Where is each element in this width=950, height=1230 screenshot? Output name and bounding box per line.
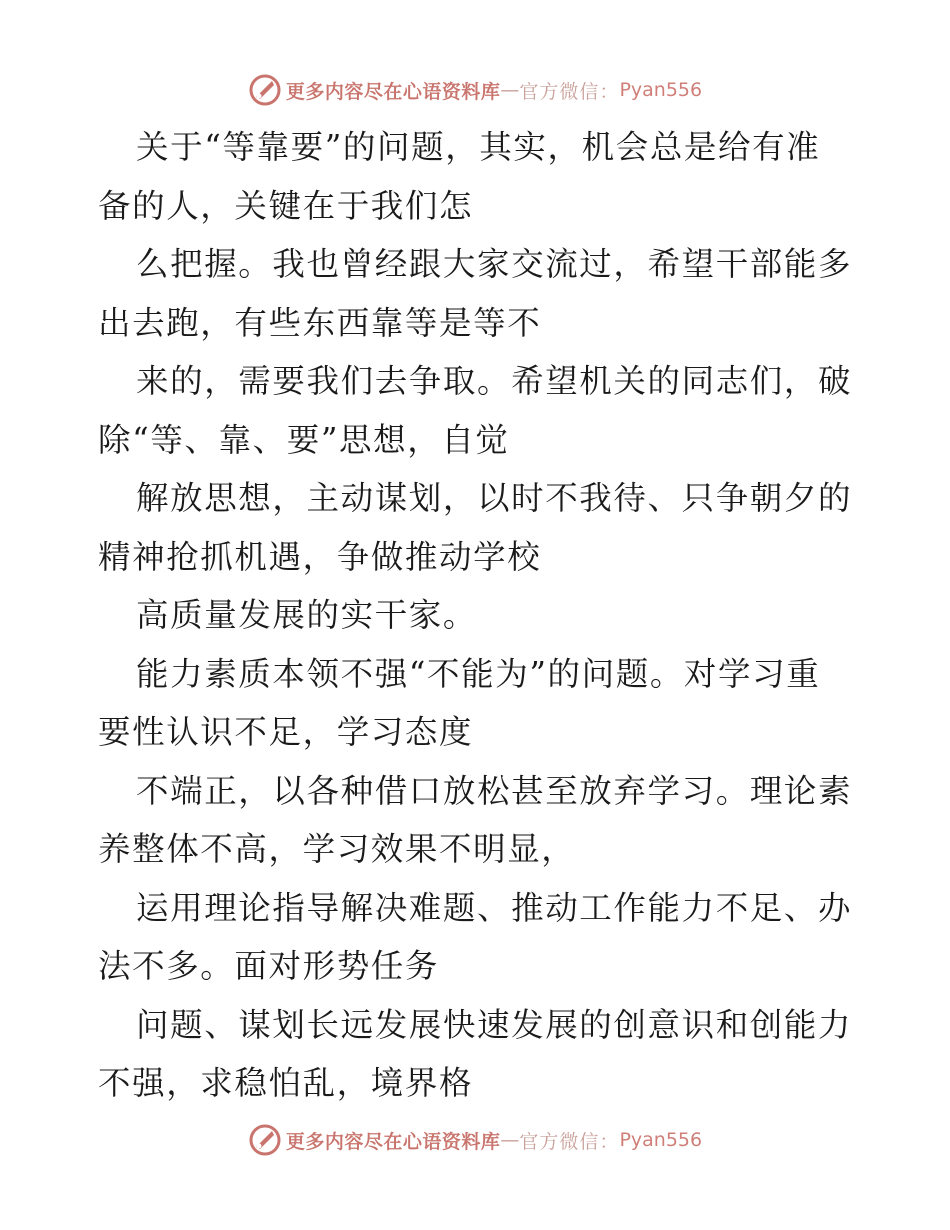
paragraph-line: 要性认识不足，学习态度: [98, 713, 474, 751]
watermark-wechat-id: Pyan556: [619, 79, 703, 101]
paragraph-line: 备的人，关键在于我们怎: [98, 186, 474, 225]
paragraph-line: 解放思想，主动谋划，以时不我待、只争朝夕的: [136, 479, 853, 517]
watermark-wechat-id: Pyan556: [619, 1129, 703, 1151]
paragraph-line: 法不多。面对形势任务: [98, 947, 440, 985]
paragraph-line: 出去跑，有些东西靠等是等不: [98, 303, 542, 342]
paragraph-line: 能力素质本领不强“不能为”的问题。对学习重: [136, 654, 821, 693]
paragraph: [98, 118, 858, 235]
watermark-main-text: 更多内容尽在心语资料库: [285, 1130, 501, 1153]
paragraph: [98, 469, 858, 586]
watermark-dash: —: [500, 79, 520, 101]
watermark-sub-text: 官方微信：: [519, 1130, 620, 1153]
document-body: [98, 118, 858, 1113]
quill-logo-icon: [248, 1123, 282, 1157]
paragraph: [98, 352, 858, 469]
quill-logo-icon: [248, 73, 282, 107]
footer-watermark: [0, 1122, 950, 1158]
paragraph-line: 高质量发展的实干家。: [136, 596, 478, 634]
header-watermark: [0, 72, 950, 108]
paragraph-line: 精神抢抓机遇，争做推动学校: [98, 537, 542, 576]
paragraph: [98, 996, 858, 1113]
paragraph: [98, 235, 858, 352]
paragraph-line: 么把握。我也曾经跟大家交流过，希望干部能多: [136, 245, 853, 283]
paragraph: [98, 645, 858, 762]
paragraph: [98, 879, 858, 996]
paragraph: [98, 586, 858, 645]
paragraph: [98, 762, 858, 879]
paragraph-line: 问题、谋划长远发展快速发展的创意识和创能力: [136, 1005, 853, 1044]
watermark-main-text: 更多内容尽在心语资料库: [285, 80, 501, 103]
watermark-sub-text: 官方微信：: [519, 80, 620, 103]
paragraph-line: 不端正，以各种借口放松甚至放弃学习。理论素: [136, 771, 853, 810]
paragraph-line: 关于“等靠要”的问题，其实，机会总是给有准: [136, 128, 821, 166]
paragraph-line: 运用理论指导解决难题、推动工作能力不足、办: [136, 888, 853, 927]
watermark-dash: —: [500, 1129, 520, 1151]
paragraph-line: 不强，求稳怕乱，境界格: [98, 1064, 474, 1102]
paragraph-line: 来的，需要我们去争取。希望机关的同志们，破: [136, 362, 853, 400]
paragraph-line: 除“等、靠、要”思想，自觉: [98, 420, 510, 459]
paragraph-line: 养整体不高，学习效果不明显，: [98, 830, 576, 868]
